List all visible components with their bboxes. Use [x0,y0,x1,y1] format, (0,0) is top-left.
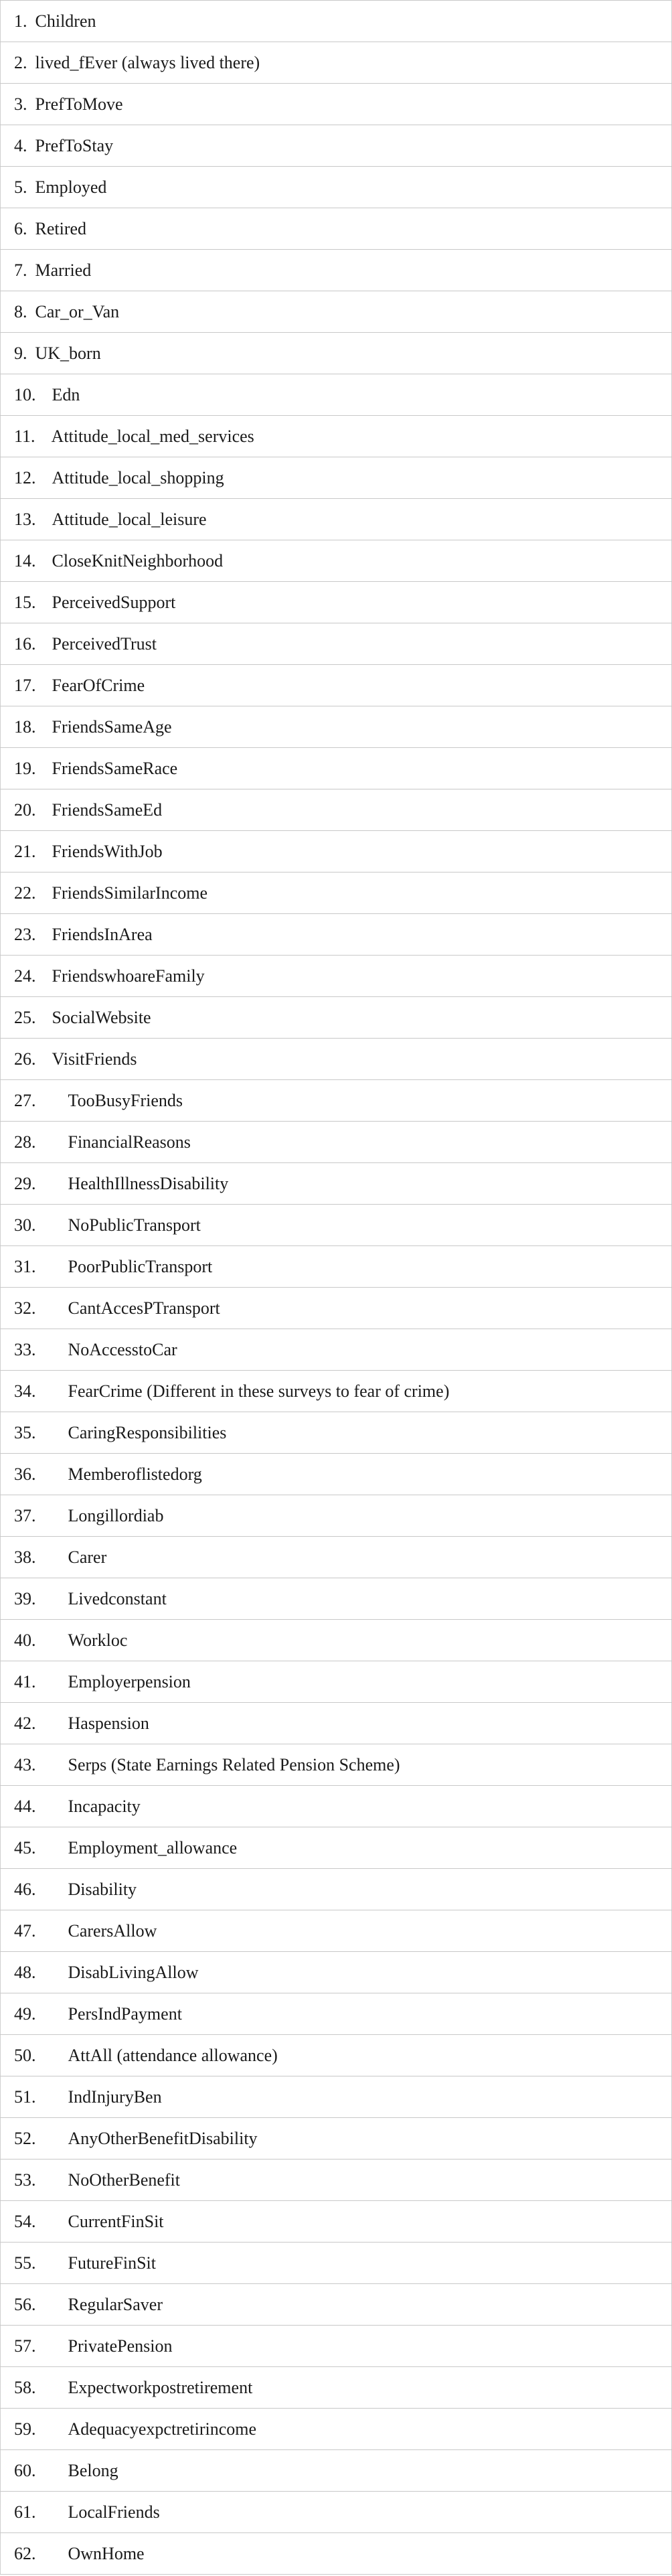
variable-cell [1,2409,672,2450]
variable-name: Serps (State Earnings Related Pension Scheme) [68,1755,400,1774]
row-number: 2. [14,53,27,72]
variable-name: FearCrime (Different in these surveys to fear of crime) [68,1381,450,1401]
variable-name: VisitFriends [52,1049,137,1069]
table-row [1,2492,672,2533]
table-row [1,2533,672,2575]
variable-cell [1,748,672,789]
table-row [1,873,672,914]
table-row [1,499,672,540]
variable-cell [1,1620,672,1661]
variable-cell [1,956,672,997]
variable-cell [1,2284,672,2326]
variable-name: Children [35,11,96,31]
variable-cell [1,831,672,873]
row-number: 21. [14,842,36,861]
variable-cell [1,1454,672,1495]
row-number: 47. [14,1921,36,1941]
variable-cell [1,665,672,706]
variable-cell [1,1412,672,1454]
variable-name: IndInjuryBen [68,2087,162,2107]
row-number: 53. [14,2170,36,2190]
variable-name: Edn [52,385,80,404]
variable-name: FriendsSimilarIncome [52,883,208,903]
variable-name: CaringResponsibilities [68,1423,227,1442]
variable-list-body [1,1,672,2575]
variable-name: Expectworkpostretirement [68,2378,253,2397]
variable-cell [1,1329,672,1371]
variable-cell [1,1039,672,1080]
table-row [1,84,672,125]
row-number: 42. [14,1714,36,1733]
variable-cell [1,1786,672,1827]
table-row [1,1412,672,1454]
variable-name: FriendsSameRace [52,759,178,778]
row-number: 9. [14,344,27,363]
table-row [1,540,672,582]
variable-cell [1,1744,672,1786]
row-number: 15. [14,593,36,612]
variable-name: OwnHome [68,2544,145,2563]
variable-cell [1,499,672,540]
variable-cell [1,416,672,457]
table-row [1,374,672,416]
variable-cell [1,914,672,956]
row-number: 16. [14,634,36,654]
table-row [1,1495,672,1537]
table-row [1,1163,672,1205]
variable-cell [1,582,672,623]
variable-cell [1,250,672,291]
variable-cell [1,2326,672,2367]
variable-name: FriendsInArea [52,925,153,944]
table-row [1,1578,672,1620]
row-number: 60. [14,2461,36,2480]
variable-name: Carer [68,1547,107,1567]
table-row [1,748,672,789]
row-number: 27. [14,1091,36,1110]
variable-name: NoOtherBenefit [68,2170,181,2190]
row-number: 31. [14,1257,36,1276]
variable-cell [1,2118,672,2160]
variable-name: NoPublicTransport [68,1215,201,1235]
row-number: 17. [14,676,36,695]
row-number: 29. [14,1174,36,1193]
variable-cell [1,1163,672,1205]
variable-cell [1,1869,672,1910]
row-number: 32. [14,1298,36,1318]
variable-name: PersIndPayment [68,2004,182,2024]
table-row [1,1744,672,1786]
table-row [1,167,672,208]
variable-cell [1,1080,672,1122]
row-number: 7. [14,260,27,280]
row-number: 43. [14,1755,36,1774]
table-row [1,208,672,250]
variable-cell [1,1246,672,1288]
table-row [1,125,672,167]
variable-cell [1,706,672,748]
row-number: 28. [14,1132,36,1152]
table-row [1,1122,672,1163]
table-row [1,665,672,706]
variable-name: lived_fEver (always lived there) [35,53,260,72]
variable-name: UK_born [35,344,101,363]
variable-name: Disability [68,1880,137,1899]
row-number: 26. [14,1049,36,1069]
table-row [1,1703,672,1744]
variable-cell [1,2450,672,2492]
variable-cell [1,333,672,374]
variable-name: AttAll (attendance allowance) [68,2046,278,2065]
table-row [1,1661,672,1703]
variable-cell [1,1661,672,1703]
table-row [1,1786,672,1827]
variable-cell [1,1122,672,1163]
variable-cell [1,84,672,125]
variable-cell [1,42,672,84]
row-number: 13. [14,510,36,529]
variable-cell [1,2076,672,2118]
variable-cell [1,1827,672,1869]
row-number: 1. [14,11,27,31]
row-number: 56. [14,2295,36,2314]
variable-name: CarersAllow [68,1921,157,1941]
variable-cell [1,167,672,208]
table-row [1,1910,672,1952]
table-row [1,1,672,42]
row-number: 40. [14,1631,36,1650]
table-row [1,2160,672,2201]
row-number: 51. [14,2087,36,2107]
variable-name: Attitude_local_med_services [51,427,254,446]
table-row [1,1039,672,1080]
table-row [1,291,672,333]
variable-name: Attitude_local_shopping [52,468,224,487]
table-row [1,457,672,499]
table-row [1,582,672,623]
variable-name: CantAccesPTransport [68,1298,220,1318]
row-number: 22. [14,883,36,903]
row-number: 49. [14,2004,36,2024]
table-row [1,831,672,873]
table-row [1,1454,672,1495]
row-number: 34. [14,1381,36,1401]
row-number: 41. [14,1672,36,1691]
variable-name: Workloc [68,1631,128,1650]
variable-name: PrivatePension [68,2336,173,2356]
table-row [1,2201,672,2243]
row-number: 5. [14,177,27,197]
variable-name: NoAccesstoCar [68,1340,177,1359]
variable-cell [1,2492,672,2533]
variable-name: FriendsSameAge [52,717,172,737]
table-row [1,1246,672,1288]
row-number: 61. [14,2502,36,2522]
table-row [1,1371,672,1412]
row-number: 38. [14,1547,36,1567]
variable-name: Employerpension [68,1672,191,1691]
row-number: 33. [14,1340,36,1359]
row-number: 48. [14,1963,36,1982]
variable-name: HealthIllnessDisability [68,1174,229,1193]
variable-name: PerceivedTrust [52,634,157,654]
row-number: 10. [14,385,36,404]
row-number: 45. [14,1838,36,1858]
row-number: 59. [14,2419,36,2439]
row-number: 57. [14,2336,36,2356]
variable-name: Employment_allowance [68,1838,238,1858]
variable-cell [1,1537,672,1578]
variable-name: DisabLivingAllow [68,1963,199,1982]
variable-cell [1,1578,672,1620]
variable-name: Longillordiab [68,1506,164,1525]
row-number: 36. [14,1464,36,1484]
variable-cell [1,789,672,831]
table-row [1,1620,672,1661]
variable-cell [1,2367,672,2409]
table-row [1,1827,672,1869]
variable-name: Belong [68,2461,118,2480]
table-row [1,2450,672,2492]
variable-name: Retired [35,219,87,238]
row-number: 35. [14,1423,36,1442]
row-number: 58. [14,2378,36,2397]
row-number: 46. [14,1880,36,1899]
table-row [1,416,672,457]
variable-name: FriendsSameEd [52,800,163,820]
variable-cell [1,2533,672,2575]
variable-cell [1,2035,672,2076]
variable-name: PrefToMove [35,94,123,114]
variable-name: CloseKnitNeighborhood [52,551,224,571]
variable-name: Attitude_local_leisure [52,510,207,529]
row-number: 8. [14,302,27,321]
table-row [1,1205,672,1246]
variable-name: SocialWebsite [52,1008,151,1027]
table-row [1,789,672,831]
table-row [1,1993,672,2035]
table-row [1,2035,672,2076]
variable-cell [1,1993,672,2035]
variable-name: Incapacity [68,1797,141,1816]
table-row [1,1537,672,1578]
variable-cell [1,125,672,167]
row-number: 18. [14,717,36,737]
table-row [1,956,672,997]
variable-cell [1,997,672,1039]
table-row [1,2076,672,2118]
variable-cell [1,540,672,582]
table-row [1,250,672,291]
table-row [1,1288,672,1329]
table-row [1,333,672,374]
table-row [1,1080,672,1122]
variable-cell [1,1910,672,1952]
variable-name: FinancialReasons [68,1132,191,1152]
variable-name: LocalFriends [68,2502,160,2522]
row-number: 54. [14,2212,36,2231]
variable-name: PrefToStay [35,136,114,155]
variable-name: RegularSaver [68,2295,163,2314]
table-row [1,1869,672,1910]
variable-cell [1,1495,672,1537]
variable-cell [1,2243,672,2284]
variable-name: Memberoflistedorg [68,1464,202,1484]
variable-cell [1,1,672,42]
row-number: 6. [14,219,27,238]
variable-name: PoorPublicTransport [68,1257,213,1276]
table-row [1,914,672,956]
variable-cell [1,1205,672,1246]
table-row [1,1952,672,1993]
table-row [1,2326,672,2367]
row-number: 25. [14,1008,36,1027]
table-row [1,2367,672,2409]
row-number: 39. [14,1589,36,1608]
row-number: 19. [14,759,36,778]
row-number: 37. [14,1506,36,1525]
variable-name: AnyOtherBenefitDisability [68,2129,258,2148]
variable-name: Haspension [68,1714,149,1733]
variable-name: Car_or_Van [35,302,120,321]
table-row [1,2118,672,2160]
table-row [1,42,672,84]
variable-name: PerceivedSupport [52,593,176,612]
variable-name: Married [35,260,92,280]
variable-cell [1,2201,672,2243]
row-number: 20. [14,800,36,820]
table-row [1,1329,672,1371]
row-number: 52. [14,2129,36,2148]
variable-name: Livedconstant [68,1589,167,1608]
row-number: 24. [14,966,36,986]
row-number: 23. [14,925,36,944]
variable-cell [1,1288,672,1329]
table-row [1,2409,672,2450]
table-row [1,997,672,1039]
variable-name: Adequacyexpctretirincome [68,2419,257,2439]
table-row [1,2284,672,2326]
row-number: 50. [14,2046,36,2065]
variable-cell [1,1952,672,1993]
table-row [1,706,672,748]
variable-cell [1,623,672,665]
variable-cell [1,457,672,499]
variable-name: FriendsWithJob [52,842,163,861]
variable-cell [1,374,672,416]
variable-cell [1,208,672,250]
table-row [1,623,672,665]
variable-name: CurrentFinSit [68,2212,164,2231]
variable-cell [1,1703,672,1744]
variable-cell [1,291,672,333]
row-number: 55. [14,2253,36,2273]
variable-name: FutureFinSit [68,2253,156,2273]
row-number: 44. [14,1797,36,1816]
variable-name: FearOfCrime [52,676,145,695]
variable-name: Employed [35,177,107,197]
variable-cell [1,873,672,914]
variable-cell [1,1371,672,1412]
row-number: 12. [14,468,36,487]
row-number: 4. [14,136,27,155]
variable-name: TooBusyFriends [68,1091,183,1110]
variable-name: FriendswhoareFamily [52,966,205,986]
row-number: 11. [14,427,35,446]
table-row [1,2243,672,2284]
row-number: 30. [14,1215,36,1235]
variable-cell [1,2160,672,2201]
row-number: 3. [14,94,27,114]
row-number: 14. [14,551,36,571]
row-number: 62. [14,2544,36,2563]
